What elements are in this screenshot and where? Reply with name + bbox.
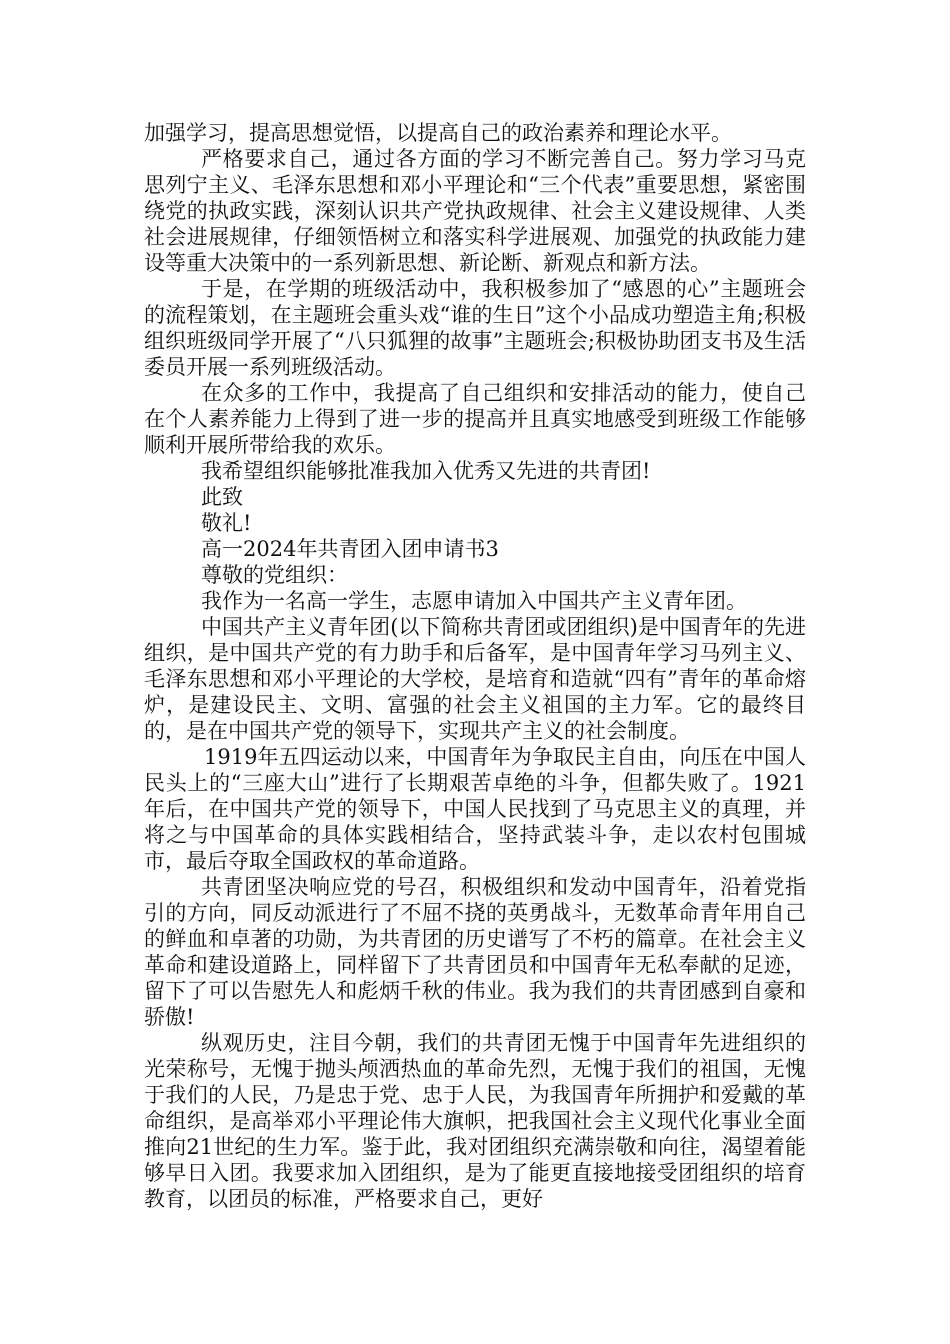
letter-greeting: 尊敬的党组织： [201, 563, 348, 587]
paragraph-hope: 我希望组织能够批准我加入优秀又先进的共青团! [201, 459, 651, 483]
paragraph-study: 加强学习，提高思想觉悟，以提高自己的政治素养和理论水平。 [144, 121, 732, 145]
paragraph-history: 1919年五四运动以来，中国青年为争取民主自由，向压在中国人民头上的“三座大山”进行了长期艰苦卓绝的斗争，但都失败了。1921年后，在中国共产党的领导下，中国人民找到了马克思主义的真理，并将之与中国革命的具体实践相结合，坚持武装斗争，走以农村包围城市，最后夺取全国政权的革命道路。 [144, 745, 806, 873]
paragraph-league-intro: 中国共产主义青年团(以下简称共青团或团组织)是中国青年的先进组织，是中国共产党的有力助手和后备军，是中国青年学习马列主义、毛泽东思想和邓小平理论的大学校，是培育和造就“四有”青年的革命熔炉，是建设民主、文明、富强的社会主义祖国的主力军。它的最终目的，是在中国共产党的领导下，实现共产主义的社会制度。 [144, 615, 806, 743]
paragraph-class-activities: 于是，在学期的班级活动中，我积极参加了“感恩的心”主题班会的流程策划，在主题班会重头戏“谁的生日”这个小品成功塑造主角;积极组织班级同学开展了“八只狐狸的故事”主题班会;积极协助团支书及生活委员开展一系列班级活动。 [144, 277, 806, 379]
paragraph-work-ability: 在众多的工作中，我提高了自己组织和安排活动的能力，使自己在个人素养能力上得到了进一步的提高并且真实地感受到班级工作能够顺利开展所带给我的欢乐。 [144, 381, 806, 457]
document-page [144, 120, 806, 1212]
closing-salutation: 此致 [201, 485, 243, 509]
paragraph-application: 我作为一名高一学生，志愿申请加入中国共产主义青年团。 [201, 589, 747, 613]
section-heading: 高一2024年共青团入团申请书3 [201, 537, 499, 561]
paragraph-league-struggle: 共青团坚决响应党的号召，积极组织和发动中国青年，沿着党指引的方向，同反动派进行了不屈不挠的英勇战斗，无数革命青年用自己的鲜血和卓著的功勋，为共青团的历史谱写了不朽的篇章。在社会主义革命和建设道路上，同样留下了共青团员和中国青年无私奉献的足迹，留下了可以告慰先人和彪炳千秋的伟业。我为我们的共青团感到自豪和骄傲! [144, 875, 806, 1029]
paragraph-self-requirement: 严格要求自己，通过各方面的学习不断完善自己。努力学习马克思列宁主义、毛泽东思想和邓小平理论和“三个代表”重要思想，紧密围绕党的执政实践，深刻认识共产党执政规律、社会主义建设规律、人类社会进展规律，仔细领悟树立和落实科学进展观、加强党的执政能力建设等重大决策中的一系列新思想、新论断、新观点和新方法。 [144, 147, 806, 275]
closing-respect: 敬礼! [201, 511, 252, 535]
paragraph-present-day: 纵观历史，注目今朝，我们的共青团无愧于中国青年先进组织的光荣称号，无愧于抛头颅洒热血的革命先烈，无愧于我们的祖国，无愧于我们的人民，乃是忠于党、忠于人民，为我国青年所拥护和爱戴的革命组织，是高举邓小平理论伟大旗帜，把我国社会主义现代化事业全面推向21世纪的生力军。鉴于此，我对团组织充满崇敬和向往，渴望着能够早日入团。我要求加入团组织，是为了能更直接地接受团组织的培育教育，以团员的标准，严格要求自己，更好 [144, 1031, 806, 1211]
